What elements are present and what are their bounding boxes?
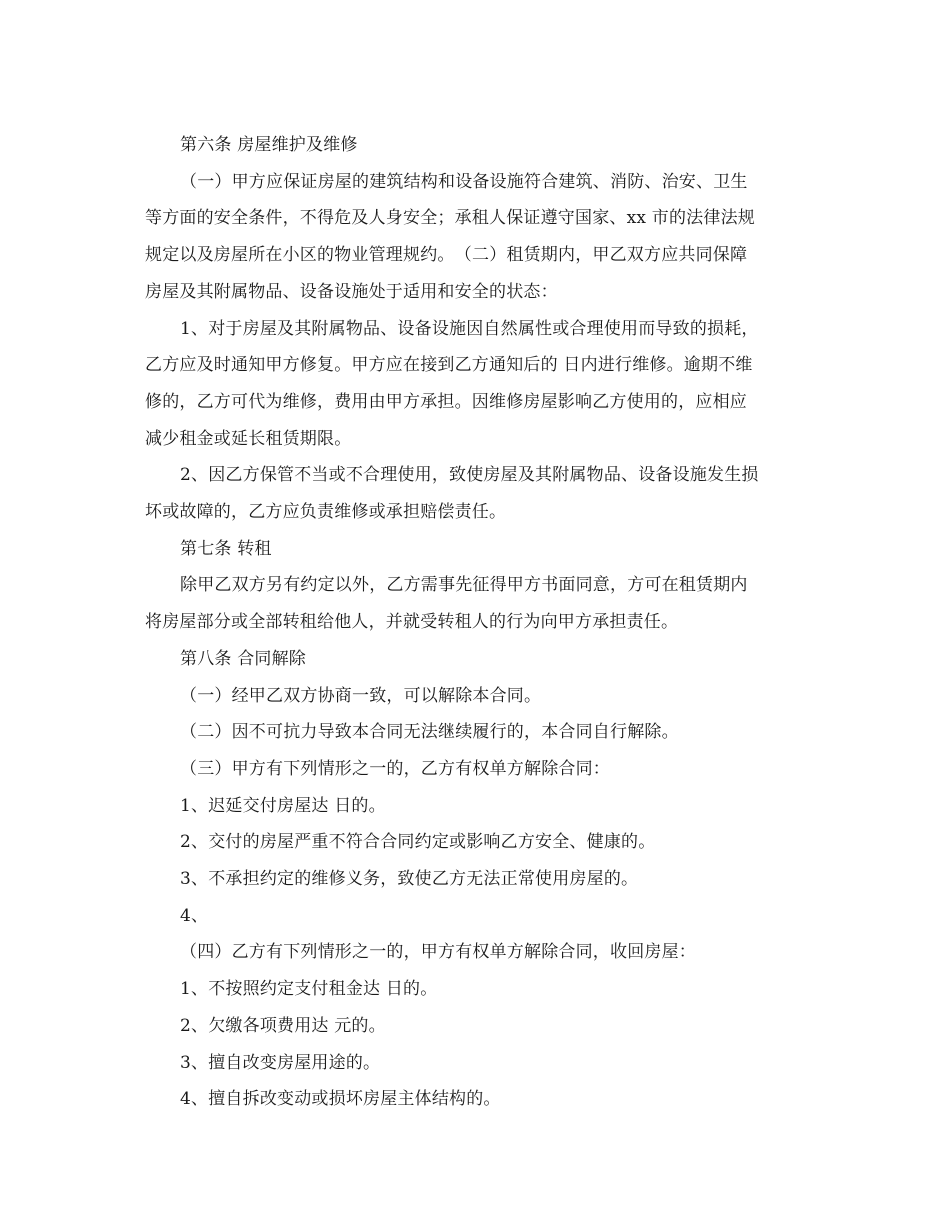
- text-line: 将房屋部分或全部转租给他人，并就受转租人的行为向甲方承担责任。: [145, 612, 679, 633]
- text-line: （一）经甲乙双方协商一致，可以解除本合同。: [180, 685, 542, 706]
- text-line: 2、因乙方保管不当或不合理使用，致使房屋及其附属物品、设备设施发生损: [180, 465, 759, 486]
- text-line: 减少租金或延长租赁期限。: [145, 428, 352, 449]
- text-line: 3、不承担约定的维修义务，致使乙方无法正常使用房屋的。: [180, 869, 639, 890]
- text-line: （三）甲方有下列情形之一的，乙方有权单方解除合同：: [180, 758, 610, 779]
- text-line: 除甲乙双方另有约定以外，乙方需事先征得甲方书面同意，方可在租赁期内: [180, 575, 748, 596]
- text-line: 规定以及房屋所在小区的物业管理规约。 （二）租赁期内，甲乙双方应共同保障: [145, 245, 748, 266]
- text-line: 4、: [180, 905, 209, 926]
- text-line: 2、欠缴各项费用达 元的。: [180, 1015, 386, 1036]
- text-line: 2、交付的房屋严重不符合合同约定或影响乙方安全、健康的。: [180, 832, 656, 853]
- text-line: 第七条 转租: [180, 538, 272, 559]
- text-line: 4、擅自拆改变动或损坏房屋主体结构的。: [180, 1089, 501, 1110]
- text-line: （二）因不可抗力导致本合同无法继续履行的，本合同自行解除。: [180, 722, 679, 743]
- text-line: 坏或故障的，乙方应负责维修或承担赔偿责任。: [145, 502, 507, 523]
- document-body: [145, 127, 810, 1118]
- text-line: 房屋及其附属物品、设备设施处于适用和安全的状态：: [145, 281, 558, 302]
- text-line: 3、擅自改变房屋用途的。: [180, 1052, 381, 1073]
- text-line: （一）甲方应保证房屋的建筑结构和设备设施符合建筑、消防、治安、卫生: [180, 171, 748, 192]
- text-line: 1、不按照约定支付租金达 日的。: [180, 979, 438, 1000]
- text-line: 1、迟延交付房屋达 日的。: [180, 795, 386, 816]
- text-line: （四）乙方有下列情形之一的，甲方有权单方解除合同，收回房屋：: [180, 942, 696, 963]
- text-line: 修的，乙方可代为维修，费用由甲方承担。因维修房屋影响乙方使用的，应相应: [145, 391, 747, 412]
- text-line: 等方面的安全条件，不得危及人身安全；承租人保证遵守国家、xx 市的法律法规: [145, 208, 755, 229]
- text-line: 乙方应及时通知甲方修复。甲方应在接到乙方通知后的 日内进行维修。逾期不维: [145, 355, 753, 376]
- text-line: 1、对于房屋及其附属物品、设备设施因自然属性或合理使用而导致的损耗，: [180, 318, 759, 339]
- text-line: 第六条 房屋维护及维修: [180, 135, 358, 155]
- text-line: 第八条 合同解除: [180, 648, 307, 669]
